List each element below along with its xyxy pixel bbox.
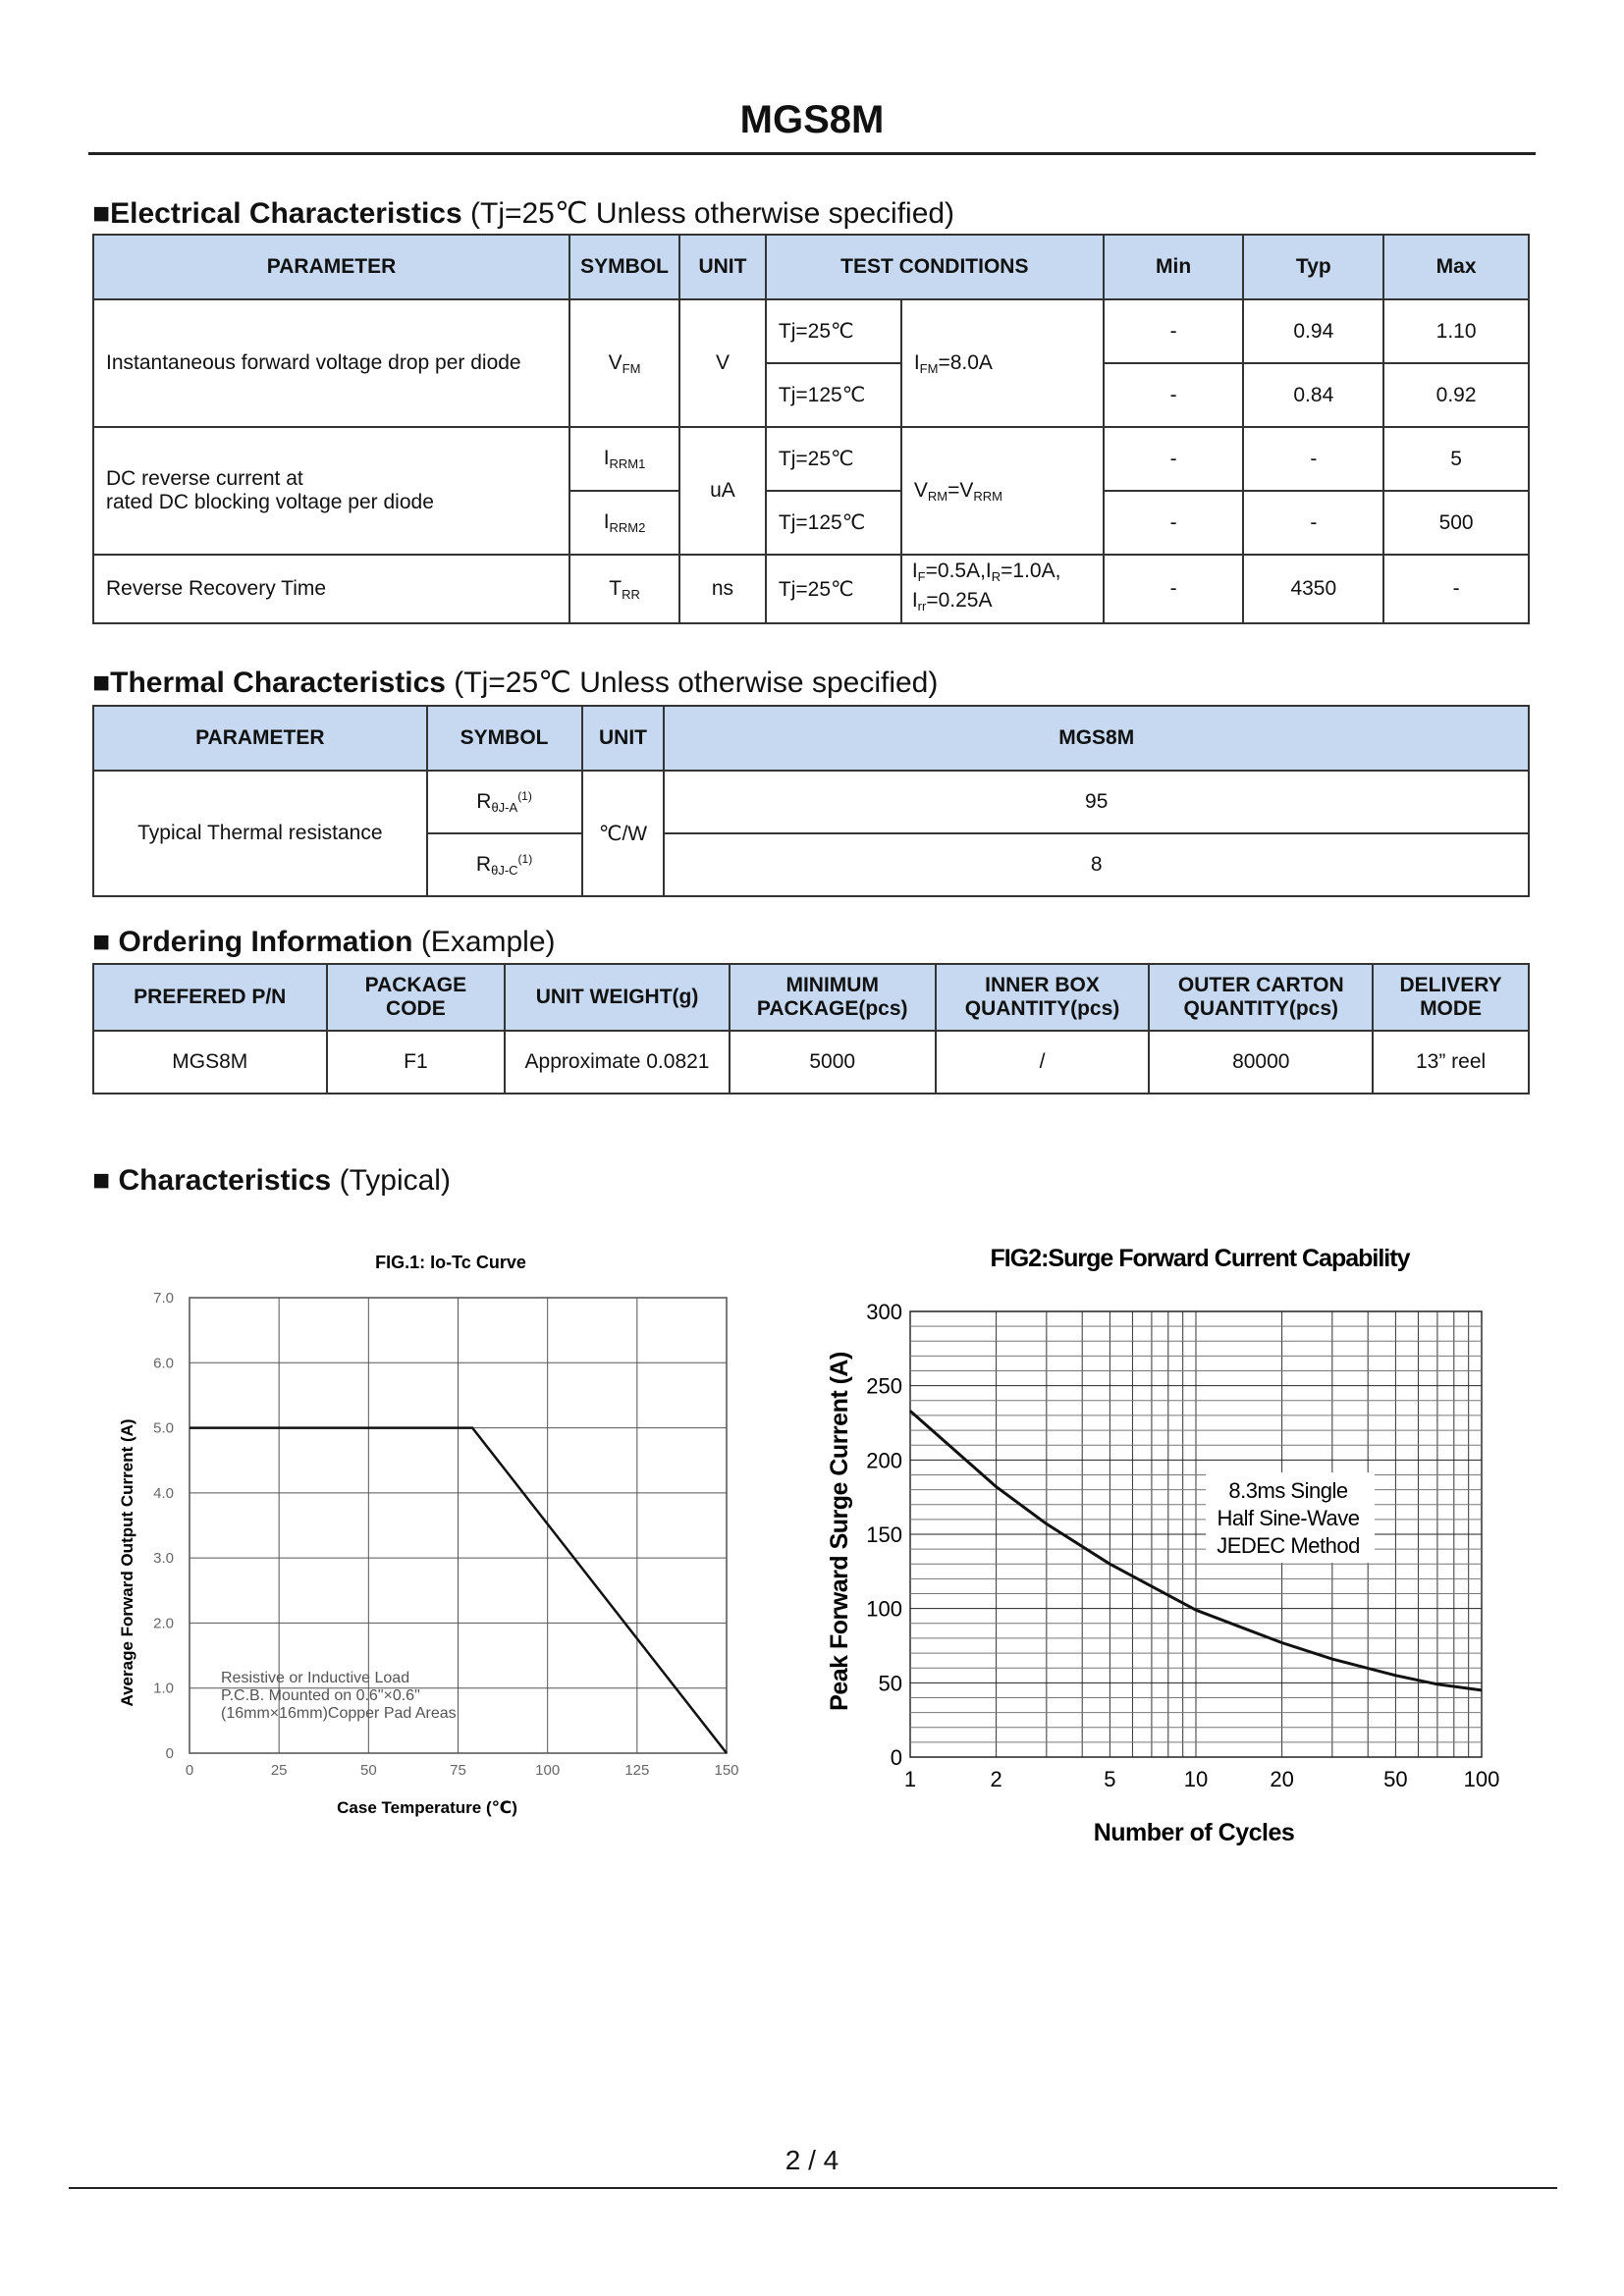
header-min: Min: [1104, 235, 1244, 299]
fig2-grid: [910, 1311, 1482, 1757]
vf-symbol: $V_{FM}$: [569, 299, 679, 427]
trr-unit: ns: [679, 555, 766, 623]
trr-symbol: $T_{RR}$: [569, 555, 679, 623]
fig1-y-tick-label: 4.0: [153, 1484, 174, 1502]
fig1-y-tick-label: 5.0: [153, 1419, 174, 1437]
fig2-y-tick-label: 0: [890, 1745, 902, 1770]
thermal-header-part: MGS8M: [664, 706, 1529, 771]
vf-tj2: Tj=125℃: [766, 363, 901, 427]
header-parameter: PARAMETER: [93, 235, 569, 299]
ir-typ1: -: [1243, 427, 1383, 491]
thermal-parameter: Typical Thermal resistance: [93, 771, 427, 896]
fig2-annotation-line3: JEDEC Method: [1217, 1533, 1360, 1558]
ir-min2: -: [1104, 491, 1244, 555]
fig2-x-tick-label: 1: [903, 1767, 917, 1791]
ir-unit: uA: [679, 427, 766, 555]
fig1-x-tick-label: 125: [624, 1762, 650, 1779]
ir-condition: $V_{RM}=V_{RRM}$: [901, 427, 1104, 555]
header-typ: Typ: [1243, 235, 1383, 299]
ordering-header-outer: OUTER CARTON QUANTITY(pcs): [1149, 964, 1373, 1031]
thermal-header-unit: UNIT: [582, 706, 665, 771]
fig2-x-tick-label: 10: [1183, 1767, 1209, 1791]
fig1-x-tick-label: 50: [359, 1762, 377, 1779]
fig2-y-tick-label: 200: [866, 1448, 902, 1473]
fig2-x-tick-label: 5: [1104, 1767, 1116, 1791]
fig1-x-tick-label: 75: [450, 1762, 466, 1779]
vf-condition: $I_{FM}=8.0A$: [901, 299, 1104, 427]
trr-max: -: [1383, 555, 1529, 623]
fig2-x-tick-label: 2: [990, 1767, 1002, 1791]
vf-typ2: 0.84: [1243, 363, 1383, 427]
ordering-minimum: 5000: [730, 1031, 936, 1094]
ir-symbol1: $I_{RRM1}$: [569, 427, 679, 491]
thermal-unit: ℃/W: [582, 771, 665, 896]
vf-min2: -: [1104, 363, 1244, 427]
trr-typ: 4350: [1243, 555, 1383, 623]
thermal-value-ja: 95: [664, 771, 1529, 833]
ir-typ2: -: [1243, 491, 1383, 555]
fig1-x-tick-label: 25: [270, 1762, 288, 1779]
fig2-title: FIG2:Surge Forward Current Capability: [990, 1245, 1410, 1272]
vf-typ1: 0.94: [1243, 299, 1383, 363]
ir-tj1: Tj=25℃: [766, 427, 901, 491]
ordering-weight: Approximate 0.0821: [505, 1031, 730, 1094]
fig1-annotation-line1: Resistive or Inductive Load: [221, 1670, 410, 1686]
fig1-annotation-line3: (16mm×16mm)Copper Pad Areas: [221, 1705, 457, 1722]
ordering-inner: /: [936, 1031, 1150, 1094]
header-test-conditions: TEST CONDITIONS: [766, 235, 1104, 299]
thermal-value-jc: 8: [664, 833, 1529, 896]
thermal-symbol-ja: $R_{\theta J-A}^{(1)}$: [427, 771, 582, 833]
footer-rule: [69, 2187, 1557, 2189]
fig1-annotation-line2: P.C.B. Mounted on 0.6"×0.6": [221, 1687, 420, 1704]
fig2-x-tick-label: 100: [1463, 1767, 1500, 1791]
fig1-y-tick-label: 6.0: [153, 1355, 174, 1372]
vf-max1: 1.10: [1383, 299, 1529, 363]
thermal-header-parameter: PARAMETER: [93, 706, 427, 771]
header-unit: UNIT: [679, 235, 766, 299]
ir-tj2: Tj=125℃: [766, 491, 901, 555]
vf-unit: V: [679, 299, 766, 427]
fig1-y-tick-label: 2.0: [153, 1615, 174, 1632]
fig2-chart: [826, 1245, 1499, 1846]
ir-min1: -: [1104, 427, 1244, 491]
header-symbol: SYMBOL: [569, 235, 679, 299]
thermal-heading-text: ■Thermal Characteristics: [92, 667, 446, 699]
ordering-header-weight: UNIT WEIGHT(g): [505, 964, 730, 1031]
page-title: MGS8M: [739, 98, 885, 141]
characteristics-heading-text: ■ Characteristics: [92, 1164, 332, 1197]
trr-tj: Tj=25℃: [766, 555, 901, 623]
ordering-note: (Example): [420, 926, 556, 958]
trr-parameter: Reverse Recovery Time: [93, 555, 569, 623]
characteristics-note: (Typical): [339, 1164, 451, 1197]
trr-min: -: [1104, 555, 1244, 623]
fig1-y-tick-label: 7.0: [153, 1290, 174, 1307]
ir-max1: 5: [1383, 427, 1529, 491]
fig1-y-tick-label: 0: [165, 1745, 174, 1762]
ordering-header-pn: PREFERED P/N: [93, 964, 327, 1031]
ordering-heading-text: ■ Ordering Information: [92, 926, 413, 958]
fig2-x-tick-label: 20: [1270, 1767, 1294, 1791]
ordering-header-minimum: MINIMUM PACKAGE(pcs): [730, 964, 936, 1031]
vf-min1: -: [1104, 299, 1244, 363]
ordering-header-package: PACKAGE CODE: [327, 964, 506, 1031]
ordering-outer: 80000: [1149, 1031, 1373, 1094]
ordering-pn: MGS8M: [93, 1031, 327, 1094]
fig1-y-tick-label: 3.0: [153, 1550, 174, 1568]
vf-parameter: Instantaneous forward voltage drop per diode: [93, 299, 569, 427]
fig2-x-tick-label: 50: [1383, 1767, 1408, 1791]
electrical-heading-text: ■Electrical Characteristics: [92, 197, 462, 230]
page-number: 2 / 4: [785, 2145, 839, 2175]
fig2-y-tick-label: 250: [866, 1373, 902, 1399]
fig1-x-tick-label: 150: [714, 1762, 739, 1779]
thermal-symbol-jc: $R_{\theta J-C}^{(1)}$: [427, 833, 582, 896]
trr-condition: $I_F=0.5A,I_R=1.0A$, $I_{rr}=0.25A$: [901, 555, 1104, 623]
header-max: Max: [1383, 235, 1529, 299]
ir-parameter: DC reverse current at rated DC blocking voltage per diode: [93, 427, 569, 555]
fig2-annotation-line1: 8.3ms Single: [1228, 1478, 1348, 1503]
ir-symbol2: $I_{RRM2}$: [569, 491, 679, 555]
fig1-title: FIG.1: Io-Tc Curve: [375, 1253, 526, 1272]
fig2-y-tick-label: 50: [878, 1671, 902, 1696]
vf-tj1: Tj=25℃: [766, 299, 901, 363]
fig1-xlabel: Case Temperature (℃): [337, 1798, 517, 1817]
fig1-x-tick-label: 0: [185, 1762, 194, 1779]
vf-max2: 0.92: [1383, 363, 1529, 427]
ir-max2: 500: [1383, 491, 1529, 555]
thermal-header-symbol: SYMBOL: [427, 706, 582, 771]
fig1-y-tick-label: 1.0: [153, 1680, 174, 1697]
fig2-y-tick-label: 150: [866, 1522, 902, 1547]
ordering-header-inner: INNER BOX QUANTITY(pcs): [936, 964, 1150, 1031]
fig1-x-tick-label: 100: [535, 1762, 561, 1779]
fig2-y-tick-label: 100: [866, 1596, 902, 1622]
fig2-y-tick-label: 300: [866, 1300, 902, 1324]
fig2-ylabel: Peak Forward Surge Current (A): [826, 1352, 853, 1711]
fig2-annotation-line2: Half Sine-Wave: [1217, 1506, 1360, 1530]
ordering-delivery: 13” reel: [1373, 1031, 1529, 1094]
fig1-chart: [118, 1253, 739, 1817]
ordering-package: F1: [327, 1031, 506, 1094]
fig2-xlabel: Number of Cycles: [1093, 1819, 1295, 1846]
thermal-condition: (Tj=25℃ Unless otherwise specified): [454, 667, 939, 699]
fig1-ylabel: Average Forward Output Current (A): [118, 1418, 136, 1707]
ordering-header-delivery: DELIVERY MODE: [1373, 964, 1529, 1031]
electrical-condition: (Tj=25℃ Unless otherwise specified): [470, 197, 955, 230]
